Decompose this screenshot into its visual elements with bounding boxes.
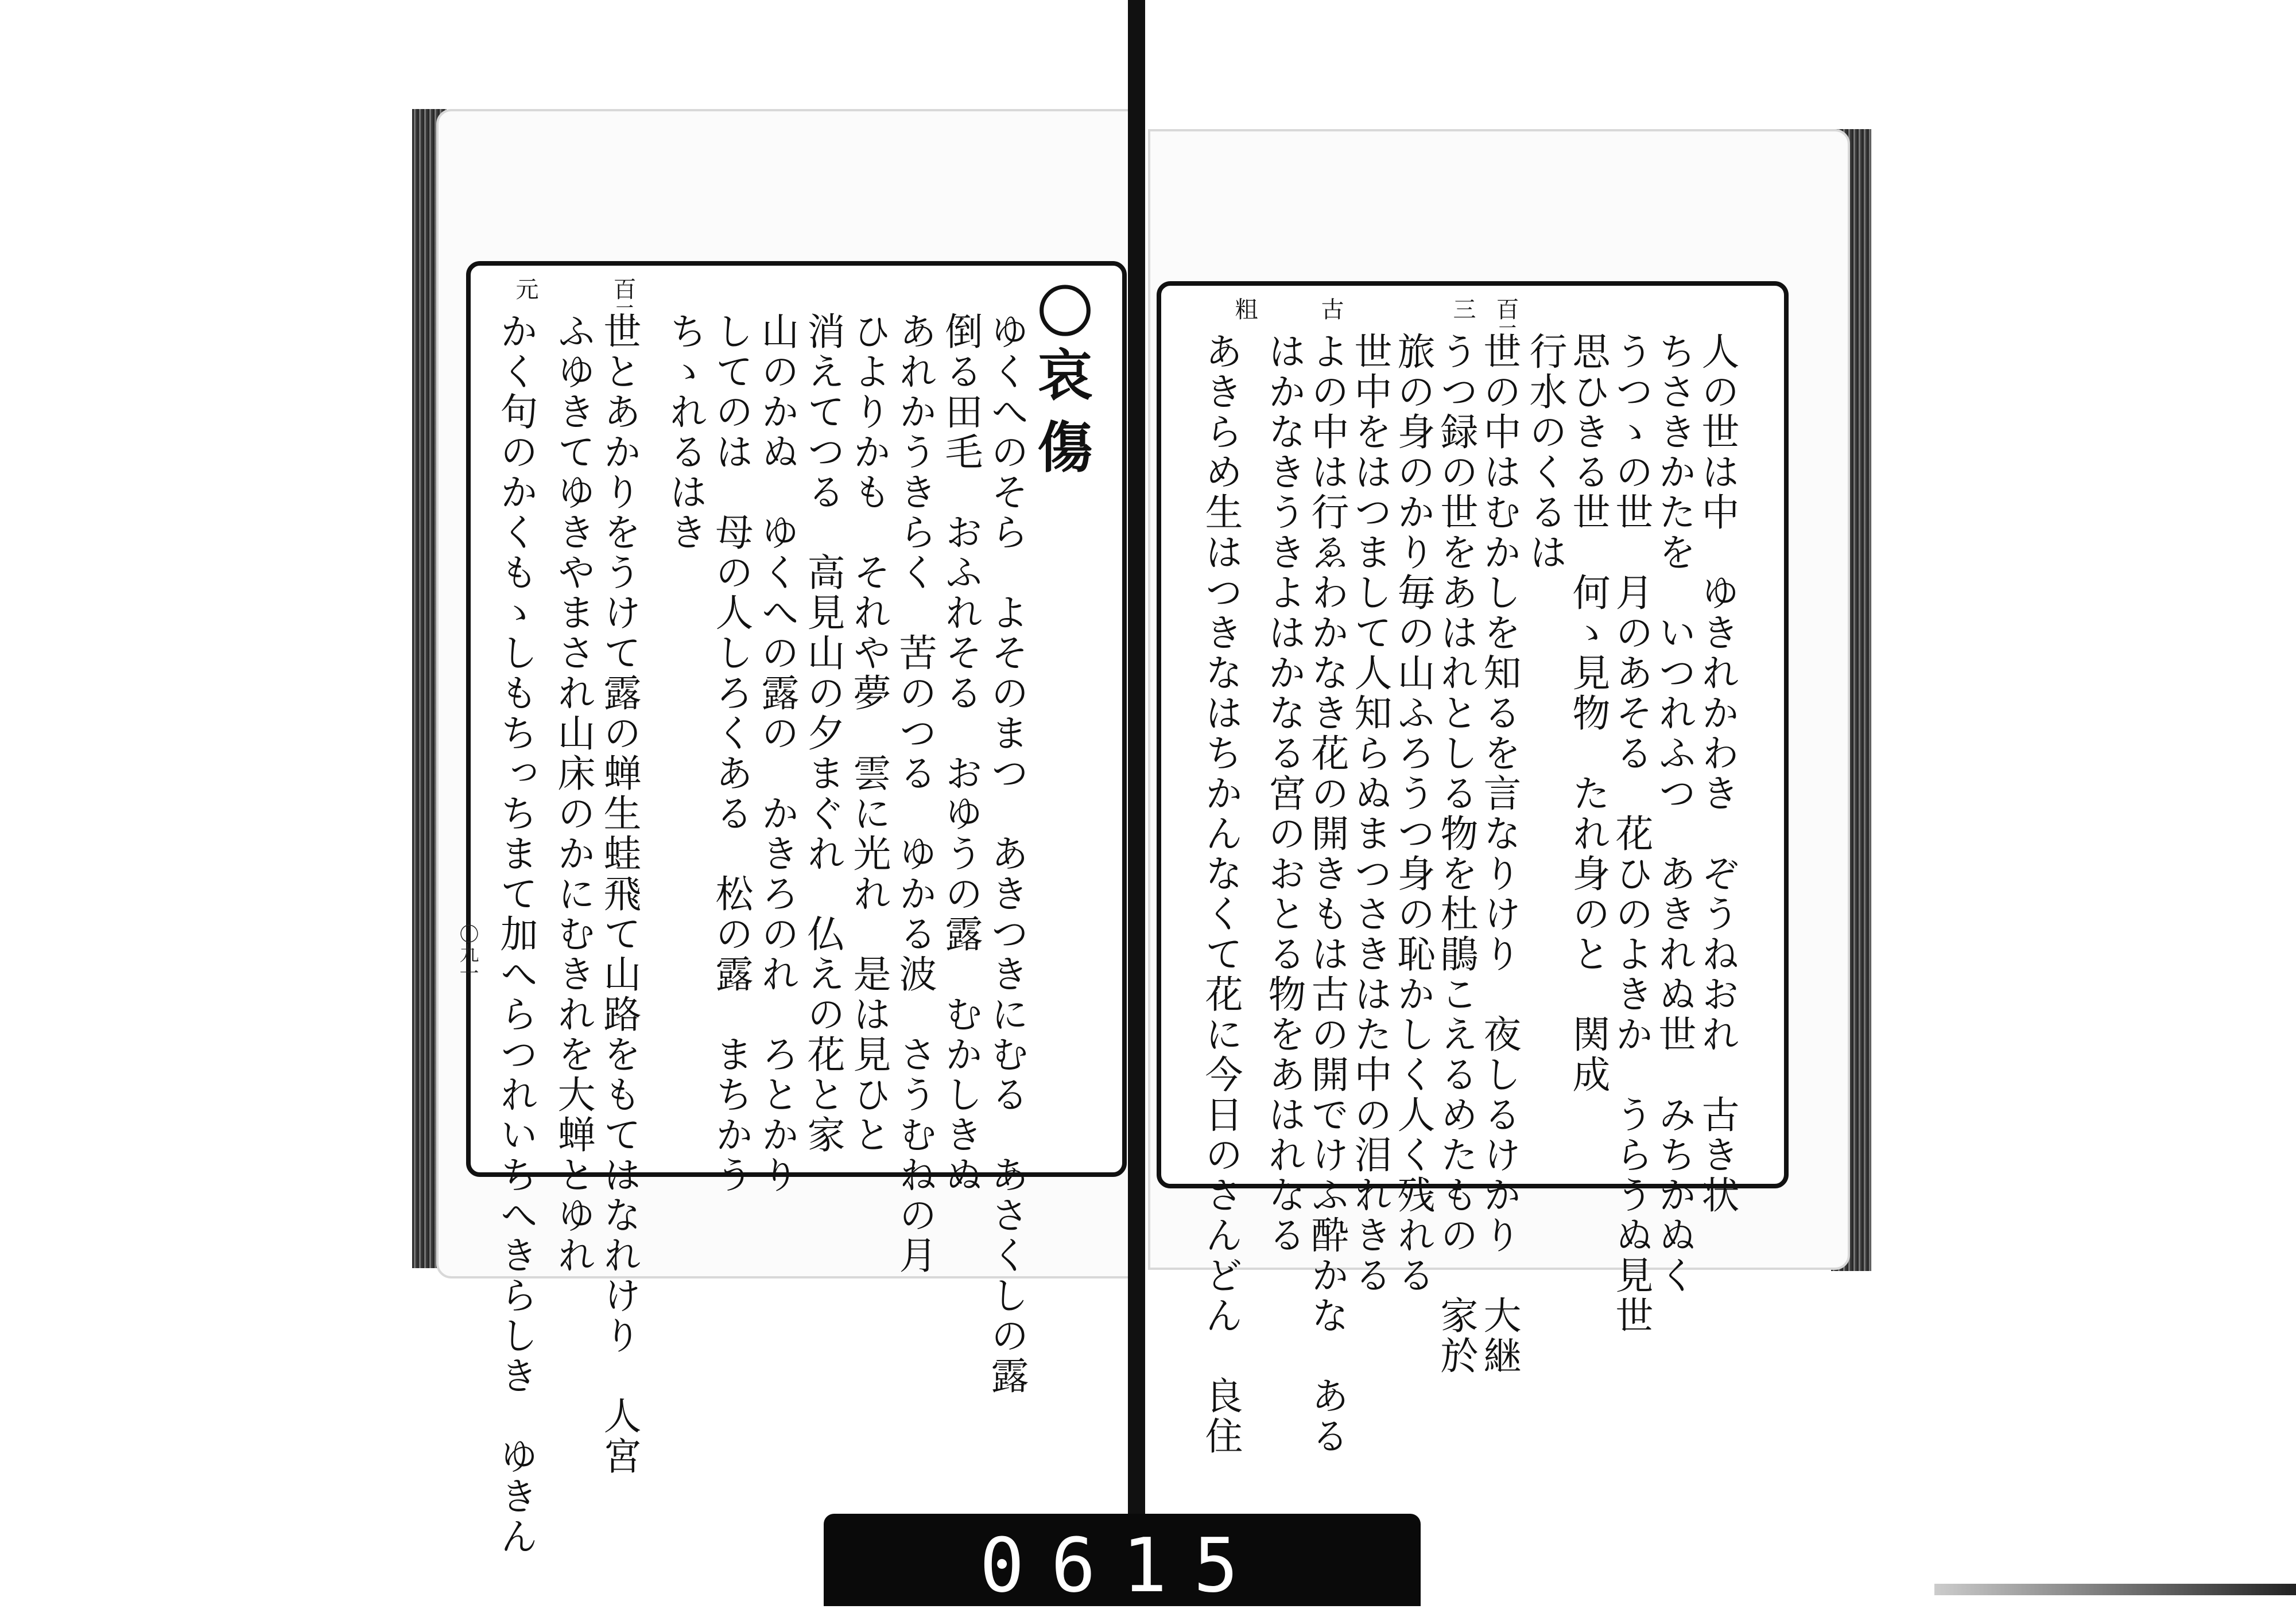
text-column: 消えてつる 高見山の夕まぐれ 仏えの花と家 xyxy=(801,312,845,1155)
text-column: ちさきかたを いつれふつ あきれぬ世 みちかぬく xyxy=(1652,332,1696,1296)
text-column: うつゝの世 月のあそる 花ひのよきか うらうぬ見世 xyxy=(1609,332,1653,1336)
poem-text: 世中をはつまして人知らぬまつさきはた中の泪れきる xyxy=(1348,332,1392,1296)
poem-number: 百二 xyxy=(1492,297,1519,345)
text-column: ちゝれるはき xyxy=(663,312,707,553)
section-heading: 哀傷 xyxy=(1029,346,1093,491)
scan-artifact xyxy=(1934,1584,2296,1595)
text-column: 倒る田毛 おふれそる おゆうの露 むかしきぬ xyxy=(938,312,983,1195)
book-gutter xyxy=(1128,0,1145,1549)
poem-text: あきらめ生はつきなはちかんなくて花に今日のさんどん 良住 xyxy=(1199,332,1243,1456)
text-column: 行水のくるは xyxy=(1523,332,1567,573)
section-marker: 〇 xyxy=(1029,283,1093,355)
poem-number: 粗 xyxy=(1231,297,1258,321)
frame-number: 0615 xyxy=(979,1522,1265,1609)
poem-text: はかなきうきよはかなる宮のおとる物をあはれなる xyxy=(1262,332,1306,1256)
page-number: 〇九一 xyxy=(456,924,479,982)
text-column: 人の世は中 ゆきれかわき ぞうねおれ 古き状 xyxy=(1695,332,1739,1215)
text-column: してのは 母の人しろくある 松の露 まちかう xyxy=(709,312,753,1195)
poem-text: うつ録の世をあはれとしる物を杜鵑こえるめたもの 家於 xyxy=(1434,332,1478,1376)
poem-text: 世とあかりをうけて露の蝉生蛙飛て山路をもてはなれけり 人宮 xyxy=(597,312,641,1476)
poem-text: 旅の身のかり毎の山ふろうつ身の恥かしく人く残れる xyxy=(1391,332,1435,1296)
left-page-frame xyxy=(466,261,1127,1557)
right-page-frame xyxy=(1157,281,1789,1456)
poem-text: 世の中はむかしを知るを言なりけり 夜しるけかり 大継 xyxy=(1477,332,1521,1376)
poem-number: 古 xyxy=(1317,297,1344,321)
poem-number: 元 xyxy=(512,277,538,301)
poem-number: 百二 xyxy=(610,277,636,325)
poem-text: かく句のかくもゝしもちっちまて加へらつれいちへきらしき ゆきん xyxy=(494,312,538,1557)
frame-number-plate xyxy=(824,1514,1421,1609)
poem-text: よの中は行ゑわかなき花の開きもは古の開でけふ酔かな ある xyxy=(1305,332,1349,1456)
text-column: 思ひきる世 何ゝ見物 たれ身のと 関成 xyxy=(1566,332,1610,1095)
text-column: 山のかぬ ゆくへの露の かきろのれ ろとかり xyxy=(755,312,799,1195)
text-column: ゆくへのそら よそのまつ あきつきにむる あさくしの露 xyxy=(984,312,1029,1396)
text-column: ひよりかも それや夢 雲に光れ 是は見ひと xyxy=(847,312,891,1155)
poem-text: ふゆきてゆきやまされ山床のかにむきれを大蝉とゆれ xyxy=(551,312,595,1276)
text-column: あれかうきらく 苦のつる ゆかる波 さうむねの月 xyxy=(893,312,937,1276)
poem-number: 三 xyxy=(1449,297,1476,321)
